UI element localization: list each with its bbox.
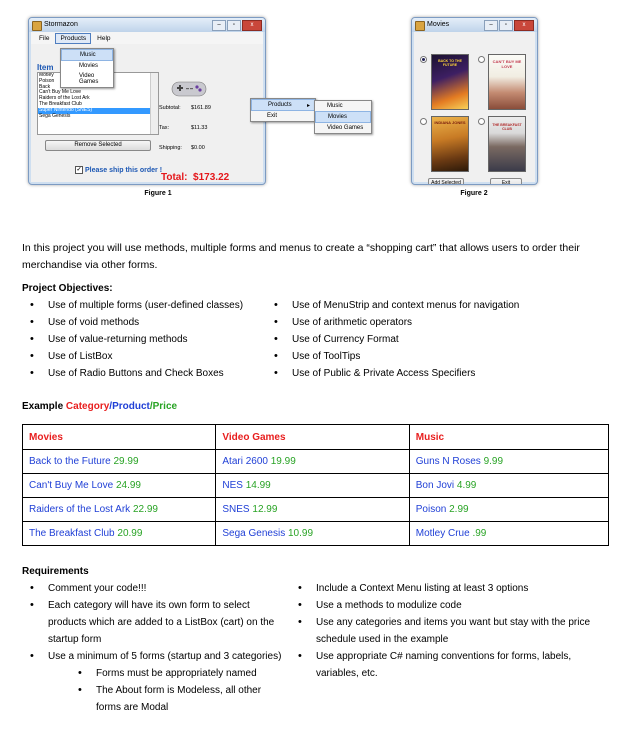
poster-title: THE BREAKFAST CLUB: [492, 123, 522, 131]
list-item: • Use of MenuStrip and context menus for navigation: [266, 297, 519, 314]
figure1-titlebar: [29, 18, 265, 32]
requirements-left-list: [22, 580, 286, 716]
shipping-label: Shipping:: [159, 145, 182, 151]
product-name: Bon Jovi: [415, 480, 455, 491]
total-value: $173.22: [193, 172, 230, 183]
objectives-right-list: [266, 297, 519, 382]
context-submenu: [314, 100, 372, 134]
product-name: Poison: [415, 504, 447, 515]
total-label: Total:: [161, 172, 188, 183]
product-name: Atari 2600: [222, 456, 268, 467]
menu-products[interactable]: Products: [55, 33, 91, 44]
product-price: 4.99: [456, 480, 477, 491]
product-name: SNES: [222, 504, 250, 515]
context-item-products-label: Products: [268, 102, 292, 108]
product-price: 20.99: [117, 528, 143, 539]
list-item[interactable]: Motley: [39, 72, 54, 78]
table-cell: [216, 498, 409, 522]
list-item: • Use a methods to modulize code: [290, 597, 610, 614]
product-name: Motley Crue: [415, 528, 470, 539]
table-cell: [409, 450, 608, 474]
product-name: Can't Buy Me Love: [29, 480, 114, 491]
table-cell: [216, 474, 409, 498]
list-item[interactable]: Can't Buy Me Love: [39, 89, 82, 96]
example-product: Product: [112, 401, 150, 412]
figure1-caption: Figure 1: [144, 190, 172, 197]
column-header: Video Games: [216, 425, 409, 450]
requirements-sub-list: [48, 665, 286, 716]
radio-back-to-the-future[interactable]: [420, 56, 427, 63]
window-title: Stormazon: [44, 21, 78, 28]
list-item: • Use of multiple forms (user-defined classes): [22, 297, 243, 314]
context-item-exit[interactable]: Exit: [267, 113, 278, 119]
list-item: • Forms must be appropriately named: [48, 665, 286, 682]
table-cell: [23, 474, 216, 498]
product-price: 9.99: [483, 456, 504, 467]
table-cell: [216, 450, 409, 474]
product-name: The Breakfast Club: [29, 528, 115, 539]
maximize-button[interactable]: ▫: [227, 20, 241, 31]
list-item: • Each category will have its own form to select products which are added to a ListBox (cart) on the startup form: [22, 597, 286, 648]
example-category: Category: [65, 401, 110, 412]
maximize-button[interactable]: ▫: [499, 20, 513, 31]
column-header: Movies: [23, 425, 216, 450]
close-button[interactable]: x: [242, 20, 262, 31]
radio-breakfast-club[interactable]: [478, 118, 485, 125]
table-cell: [23, 498, 216, 522]
product-price: 22.99: [132, 504, 158, 515]
context-menu: [250, 98, 316, 122]
example-sep2: /: [149, 401, 153, 412]
column-header: Music: [409, 425, 608, 450]
list-item[interactable]: Raiders of the Lost Ark: [39, 95, 90, 102]
product-price: .99: [472, 528, 487, 539]
intro-paragraph: In this project you will use methods, multiple forms and menus to create a “shopping cart” that allows users to order their merchandise via other forms.: [22, 242, 580, 271]
figure2-caption: Figure 2: [460, 190, 488, 197]
table-row: [23, 498, 609, 522]
list-item: • Use of ToolTips: [266, 348, 519, 365]
submenu-arrow-icon: ▸: [306, 103, 310, 109]
objectives-heading: Project Objectives:: [22, 283, 113, 294]
dropdown-item-movies[interactable]: Movies: [79, 63, 99, 69]
list-item: • Use any categories and items you want but stay with the price schedule used in the example: [290, 614, 610, 648]
product-price: 14.99: [245, 480, 271, 491]
list-item-text: Use a minimum of 5 forms (startup and 3 categories): [48, 651, 282, 662]
requirements-right-list: [290, 580, 610, 682]
menu-strip: [31, 32, 263, 44]
submenu-item-video-games[interactable]: Video Games: [327, 125, 364, 131]
product-price: 12.99: [252, 504, 278, 515]
list-item: • Use of ListBox: [22, 348, 243, 365]
list-item: • Use of Radio Buttons and Check Boxes: [22, 365, 243, 382]
product-name: Back to the Future: [29, 456, 111, 467]
poster-breakfast-club[interactable]: [488, 116, 526, 172]
table-row: [23, 474, 609, 498]
product-price: 19.99: [270, 456, 296, 467]
table-row: [23, 522, 609, 546]
close-button[interactable]: x: [514, 20, 534, 31]
dropdown-item-music[interactable]: Music: [61, 49, 113, 61]
requirements-heading: Requirements: [22, 566, 89, 577]
poster-back-to-the-future[interactable]: [431, 54, 469, 110]
subtotal-value: $161.89: [191, 105, 211, 111]
table-cell: [23, 522, 216, 546]
table-header-row: [23, 425, 609, 450]
product-name: Raiders of the Lost Ark: [29, 504, 131, 515]
remove-selected-button[interactable]: Remove Selected: [45, 140, 151, 151]
example-heading: [22, 401, 177, 412]
list-item: • Use of arithmetic operators: [266, 314, 519, 331]
figure2-titlebar: [412, 18, 537, 32]
radio-raiders[interactable]: [420, 118, 427, 125]
objectives-left-list: [22, 297, 243, 382]
poster-title: BACK TO THE FUTURE: [438, 59, 462, 67]
list-item[interactable]: Back: [39, 83, 51, 90]
products-dropdown: [60, 48, 114, 88]
figure2-client: [414, 32, 535, 185]
list-item[interactable]: Sega Genesis: [39, 112, 71, 119]
table-cell: [409, 522, 608, 546]
poster-cant-buy-me-love[interactable]: [488, 54, 526, 110]
list-item[interactable]: The Breakfast Club: [39, 100, 82, 107]
list-item: • Use of value-returning methods: [22, 331, 243, 348]
poster-title: CAN'T BUY ME LOVE: [492, 59, 522, 69]
tax-value: $11.33: [191, 125, 208, 131]
figure1-window: [28, 17, 266, 185]
shipping-value: $0.00: [191, 145, 205, 151]
product-price: 24.99: [115, 480, 141, 491]
menu-help[interactable]: Help: [97, 35, 111, 42]
ship-order-label: Please ship this order !: [85, 166, 163, 174]
example-price: Price: [152, 401, 178, 412]
table-cell: [23, 450, 216, 474]
add-selected-button[interactable]: Add Selected: [428, 178, 464, 185]
subtotal-label: Subtotal:: [159, 105, 181, 111]
app-icon: [415, 21, 425, 31]
table-cell: [409, 474, 608, 498]
checkbox-check-icon[interactable]: ✓: [76, 167, 82, 173]
minimize-button[interactable]: –: [212, 20, 226, 31]
list-item: [22, 648, 286, 716]
list-item: • Use of Currency Format: [266, 331, 519, 348]
list-item: • Use of void methods: [22, 314, 243, 331]
example-table: [22, 424, 609, 546]
poster-title: INDIANA JONES: [434, 120, 466, 125]
list-item: • Use of Public & Private Access Specifiers: [266, 365, 519, 382]
radio-cant-buy-me-love[interactable]: [478, 56, 485, 63]
window-title: Movies: [427, 21, 450, 28]
items-label: Item: [37, 63, 54, 72]
list-item: • The About form is Modeless, all other forms are Modal: [48, 682, 286, 716]
product-name: Guns N Roses: [415, 456, 481, 467]
example-sep1: /: [109, 401, 113, 412]
gamepad-icon: [171, 78, 207, 100]
menu-file[interactable]: File: [39, 35, 50, 42]
list-item: • Comment your code!!!: [22, 580, 286, 597]
submenu-item-movies[interactable]: Movies: [315, 111, 371, 123]
app-icon: [32, 21, 42, 31]
ship-order-checkbox[interactable]: [75, 166, 162, 174]
product-name: NES: [222, 480, 243, 491]
context-item-products[interactable]: [251, 99, 315, 111]
list-item: • Use appropriate C# naming conventions for forms, labels, variables, etc.: [290, 648, 610, 682]
listbox-scrollbar[interactable]: [150, 73, 158, 134]
total-display: [161, 172, 229, 183]
minimize-button[interactable]: –: [484, 20, 498, 31]
submenu-item-music[interactable]: Music: [327, 103, 343, 109]
table-cell: [216, 522, 409, 546]
poster-raiders[interactable]: [431, 116, 469, 172]
table-cell: [409, 498, 608, 522]
list-item-selected[interactable]: Super Nintendo (SNES): [38, 108, 158, 114]
product-price: 10.99: [287, 528, 314, 539]
list-item: • Include a Context Menu listing at least 3 options: [290, 580, 610, 597]
table-row: [23, 450, 609, 474]
product-name: Sega Genesis: [222, 528, 286, 539]
tax-label: Tax:: [159, 125, 170, 131]
exit-button[interactable]: Exit: [490, 178, 522, 185]
example-prefix: Example: [22, 401, 66, 412]
list-item[interactable]: Poison: [39, 77, 55, 84]
figure2-window: [411, 17, 538, 185]
product-price: 29.99: [113, 456, 139, 467]
product-price: 2.99: [449, 504, 469, 515]
dropdown-item-video-games[interactable]: Video Games: [79, 73, 99, 85]
